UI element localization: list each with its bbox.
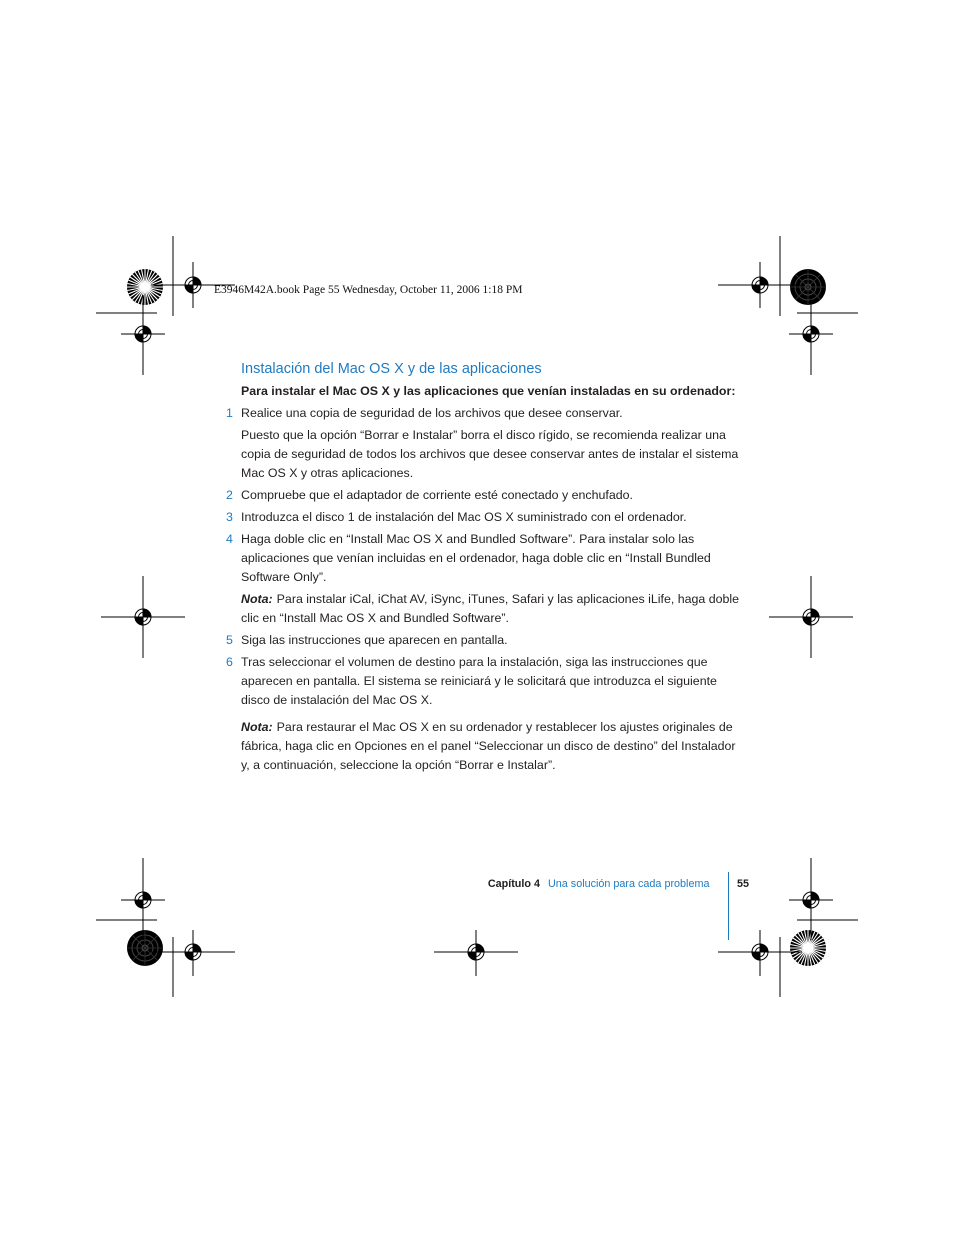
step-number: 4 [226,532,233,546]
page-content [226,360,741,775]
chapter-label: Capítulo 4 [487,878,540,890]
section-title: Instalación del Mac OS X y de las aplicaciones [241,361,542,377]
step-text: Tras seleccionar el volumen de destino para la instalación, siga las instrucciones que aparecen en pantalla. El sistema se reiniciará y le solicitará que introduzca el siguiente disco de instalación del Mac OS X. [241,655,717,707]
step-number: 2 [226,488,233,502]
step-item [226,404,741,483]
chapter-title: Una solución para cada problema [548,878,710,890]
step-text: Haga doble clic en “Install Mac OS X and Bundled Software”. Para instalar solo las aplicaciones que venían incluidas en el ordenador, haga doble clic en “Install Bundled Software Only”. [241,532,711,584]
footer-divider [728,872,729,940]
step-item [226,508,741,527]
step-text: Siga las instrucciones que aparecen en pantalla. [241,633,508,647]
step-note [241,590,741,628]
step-number: 6 [226,655,233,669]
note-text: Para instalar iCal, iChat AV, iSync, iTunes, Safari y las aplicaciones iLife, haga doble clic en “Install Mac OS X and Bundled Software”. [241,592,740,625]
steps-list [226,404,741,710]
step-item [226,631,741,650]
step-item [226,653,741,710]
step-item [226,486,741,505]
final-note [241,718,741,775]
note-label: Nota: [241,592,273,606]
step-number: 5 [226,633,233,647]
slug-line: E3946M42A.book Page 55 Wednesday, October 11, 2006 1:18 PM [214,284,523,296]
note-label: Nota: [241,720,273,734]
step-text: Introduzca el disco 1 de instalación del Mac OS X suministrado con el ordenador. [241,510,687,524]
note-text: Para restaurar el Mac OS X en su ordenador y restablecer los ajustes originales de fábrica, haga clic en Opciones en el panel “Seleccionar un disco de destino” del Instalador y, a continuación, seleccione la opción “Borrar e Instalar”. [241,720,736,772]
page-footer [0,878,954,898]
step-number: 1 [226,406,233,420]
step-item [226,530,741,628]
procedure-intro: Para instalar el Mac OS X y las aplicaciones que venían instaladas en su ordenador: [241,384,736,398]
step-text: Compruebe que el adaptador de corriente esté conectado y enchufado. [241,488,633,502]
step-number: 3 [226,510,233,524]
step-text: Realice una copia de seguridad de los archivos que desee conservar. [241,406,623,420]
page-number: 55 [737,878,750,890]
step-detail: Puesto que la opción “Borrar e Instalar” borra el disco rígido, se recomienda realizar una copia de seguridad de todos los archivos que desee conservar antes de instalar el sistema Mac OS X y otras aplicaciones. [241,428,739,480]
